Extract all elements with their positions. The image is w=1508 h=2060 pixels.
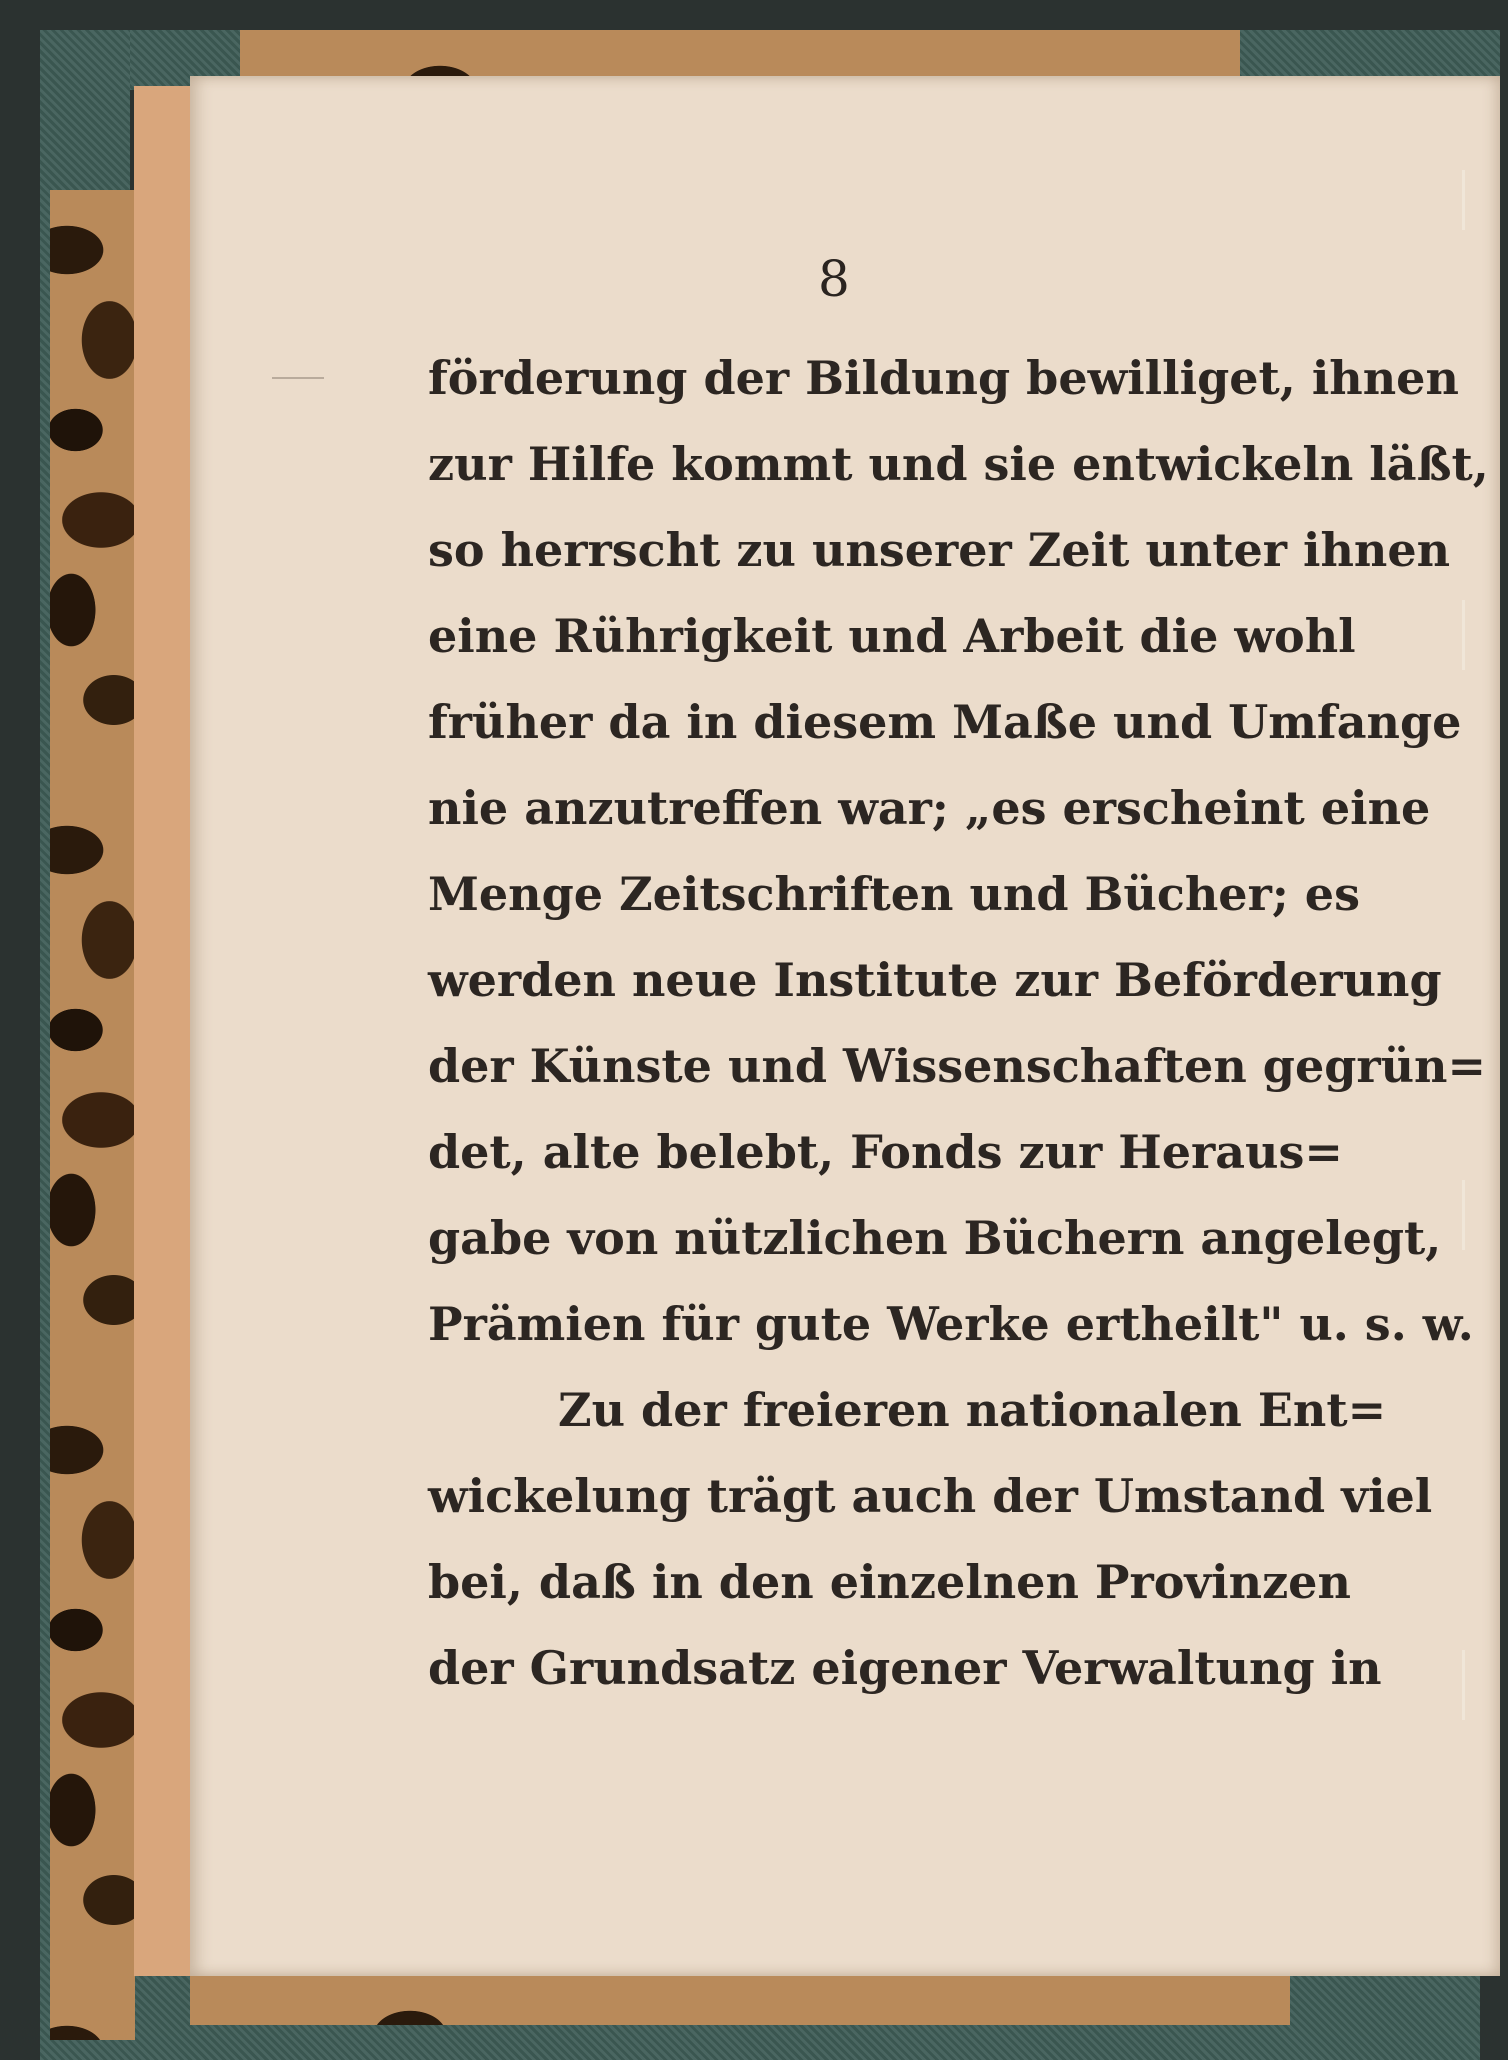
- text-line: förderung der Bildung bewilliget, ihnen: [428, 351, 1459, 405]
- marbled-board-top: [240, 30, 1240, 80]
- marbled-board-left: [50, 190, 135, 2040]
- text-line: der Grundsatz eigener Verwaltung in: [428, 1641, 1382, 1695]
- margin-pencil-mark: [272, 377, 324, 379]
- text-line: der Künste und Wissenschaften gegrün=: [428, 1039, 1487, 1093]
- text-line: eine Rührigkeit und Arbeit die wohl: [428, 609, 1356, 663]
- text-line: früher da in diesem Maße und Umfange: [428, 695, 1462, 749]
- text-line: Prämien für gute Werke ertheilt" u. s. w.: [428, 1297, 1474, 1351]
- board-edge-left: [134, 86, 190, 1976]
- text-line: so herrscht zu unserer Zeit unter ihnen: [428, 523, 1451, 577]
- text-line: bei, daß in den einzelnen Provinzen: [428, 1555, 1351, 1609]
- text-line: wickelung trägt auch der Umstand viel: [428, 1469, 1433, 1523]
- text-line: Menge Zeitschriften und Bücher; es: [428, 867, 1360, 921]
- body-text: [428, 335, 1489, 1711]
- binding-stitch: [1462, 1180, 1465, 1250]
- text-line-paragraph-start: Zu der freieren nationalen Ent=: [558, 1383, 1387, 1437]
- text-line: werden neue Institute zur Beförderung: [428, 953, 1442, 1007]
- text-line: gabe von nützlichen Büchern angelegt,: [428, 1211, 1442, 1265]
- binding-stitch: [1462, 1650, 1465, 1720]
- page-number: 8: [818, 250, 850, 308]
- text-line: nie anzutreffen war; „es erscheint eine: [428, 781, 1431, 835]
- marbled-board-bottom: [190, 1975, 1290, 2025]
- text-line: det, alte belebt, Fonds zur Heraus=: [428, 1125, 1343, 1179]
- binding-stitch: [1462, 170, 1465, 230]
- text-line: zur Hilfe kommt und sie entwickeln läßt,: [428, 437, 1489, 491]
- binding-stitch: [1462, 600, 1465, 670]
